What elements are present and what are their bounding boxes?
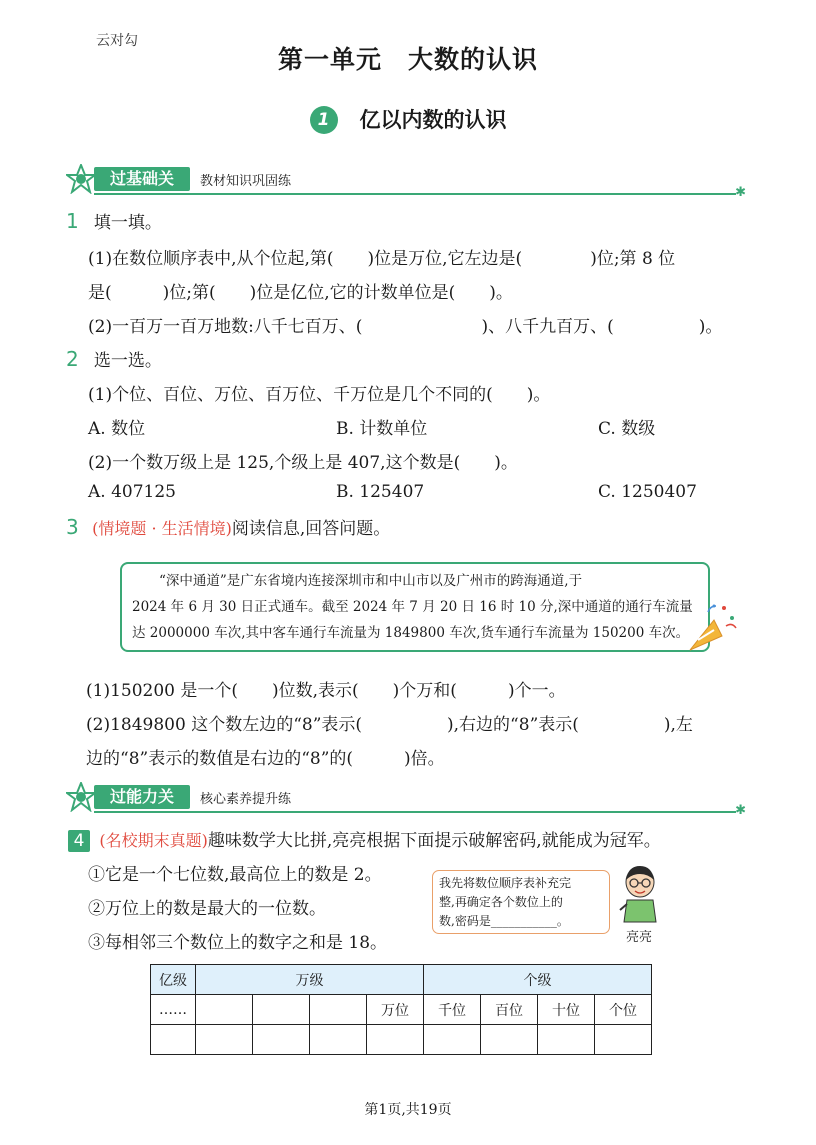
star-badge-icon: [66, 164, 96, 194]
section-subtitle: 教材知识巩固练: [200, 174, 292, 189]
section-banner-ability: [66, 782, 746, 818]
speech-line-3: 数,密码是___________。: [439, 914, 569, 928]
table-cell: [196, 995, 253, 1025]
q4-hint-3: ③每相邻三个数位上的数字之和是 18。: [88, 933, 388, 953]
info-box: [120, 562, 710, 652]
table-cell: [253, 995, 310, 1025]
table-cell: ……: [151, 995, 196, 1025]
info-line-3: 达 2000000 车次,其中客车通行车流量为 1849800 车次,货车通行车流量为 150200 车次。: [132, 625, 690, 641]
q4-hint-1: ①它是一个七位数,最高位上的数是 2。: [88, 865, 382, 885]
q2-part-2: (2)一个数万级上是 125,个级上是 407,这个数是( )。: [88, 453, 518, 473]
place-value-table: [150, 964, 652, 1055]
section-subtitle: 核心素养提升练: [200, 792, 292, 807]
question-title: 选一选。: [93, 351, 162, 371]
q4-hint-2: ②万位上的数是最大的一位数。: [88, 899, 326, 919]
lesson-title: [0, 104, 816, 134]
section-tab-label: 过能力关: [94, 785, 190, 809]
q2-p1-option-c: C. 数级: [598, 419, 656, 439]
question-4-header: [68, 826, 661, 852]
q2-p1-option-a: A. 数位: [88, 419, 146, 439]
small-star-icon: ✱: [735, 185, 746, 200]
question-title: 阅读信息,回答问题。: [231, 519, 391, 539]
question-1-header: [66, 208, 162, 233]
q2-p2-option-b: B. 125407: [336, 482, 425, 502]
question-2-header: [66, 346, 162, 371]
table-answer-cell: [424, 1025, 481, 1055]
question-number: 2: [66, 347, 79, 371]
q2-p2-option-a: A. 407125: [88, 482, 176, 502]
question-title: 填一填。: [93, 213, 162, 233]
q1-line-3: (2)一百万一百万地数:八千七百万、( )、八千九百万、( )。: [88, 317, 723, 337]
info-line-1: “深中通道”是广东省境内连接深圳市和中山市以及广州市的跨海通道,于: [132, 573, 583, 589]
brand-logo-text: 云对勾: [96, 33, 138, 49]
table-answer-cell: [253, 1025, 310, 1055]
table-answer-cell: [196, 1025, 253, 1055]
table-answer-cell: [310, 1025, 367, 1055]
question-number: 1: [66, 209, 79, 233]
small-star-icon: ✱: [735, 803, 746, 818]
table-header-wan: 万级: [196, 965, 424, 995]
q3-line-2: (2)1849800 这个数左边的“8”表示( ),右边的“8”表示( ),左: [86, 715, 693, 735]
q2-p1-option-b: B. 计数单位: [336, 419, 428, 439]
table-answer-cell: [481, 1025, 538, 1055]
table-cell-bai-place: 百位: [481, 995, 538, 1025]
table-cell-qian-place: 千位: [424, 995, 481, 1025]
q1-line-2: 是( )位;第( )位是亿位,它的计数单位是( )。: [88, 283, 513, 303]
table-header-yi: 亿级: [151, 965, 196, 995]
table-answer-cell: [538, 1025, 595, 1055]
info-line-2: 2024 年 6 月 30 日正式通车。截至 2024 年 7 月 20 日 16 时 10 分,深中通道的通行车流量: [132, 599, 693, 615]
page-footer: 第1页,共19页: [364, 1102, 452, 1118]
party-popper-icon: [684, 598, 740, 654]
table-cell: [310, 995, 367, 1025]
section-banner-basic: [66, 164, 746, 200]
question-tag: (名校期末真题): [99, 831, 208, 850]
speech-line-2: 整,再确定各个数位上的: [439, 895, 563, 909]
unit-title: 第一单元 大数的认识: [277, 45, 538, 74]
character-name: 亮亮: [626, 930, 653, 945]
question-number: 3: [66, 515, 79, 539]
q2-part-1: (1)个位、百位、万位、百万位、千万位是几个不同的( )。: [88, 385, 551, 405]
speech-bubble: [432, 870, 610, 934]
q3-line-3: 边的“8”表示的数值是右边的“8”的( )倍。: [86, 749, 445, 769]
table-answer-cell: [367, 1025, 424, 1055]
lesson-number-badge: 1: [310, 106, 338, 134]
table-cell-ge-place: 个位: [595, 995, 652, 1025]
question-number: 4: [68, 830, 90, 852]
question-3-header: [66, 514, 390, 539]
q2-p2-option-c: C. 1250407: [598, 482, 697, 502]
question-title: 趣味数学大比拼,亮亮根据下面提示破解密码,就能成为冠军。: [207, 831, 661, 851]
speech-line-1: 我先将数位顺序表补充完: [439, 876, 572, 890]
table-answer-cell: [151, 1025, 196, 1055]
table-answer-cell: [595, 1025, 652, 1055]
section-tab-label: 过基础关: [94, 167, 190, 191]
table-cell-wan-place: 万位: [367, 995, 424, 1025]
lesson-title-text: 亿以内数的认识: [359, 108, 507, 132]
q3-line-1: (1)150200 是一个( )位数,表示( )个万和( )个一。: [86, 681, 566, 701]
star-badge-icon: [66, 782, 96, 812]
table-cell-shi-place: 十位: [538, 995, 595, 1025]
table-header-ge: 个级: [424, 965, 652, 995]
section-rule: [94, 811, 736, 813]
question-tag: (情境题 · 生活情境): [92, 519, 232, 538]
q1-line-1: (1)在数位顺序表中,从个位起,第( )位是万位,它左边是( )位;第 8 位: [88, 249, 676, 269]
section-rule: [94, 193, 736, 195]
